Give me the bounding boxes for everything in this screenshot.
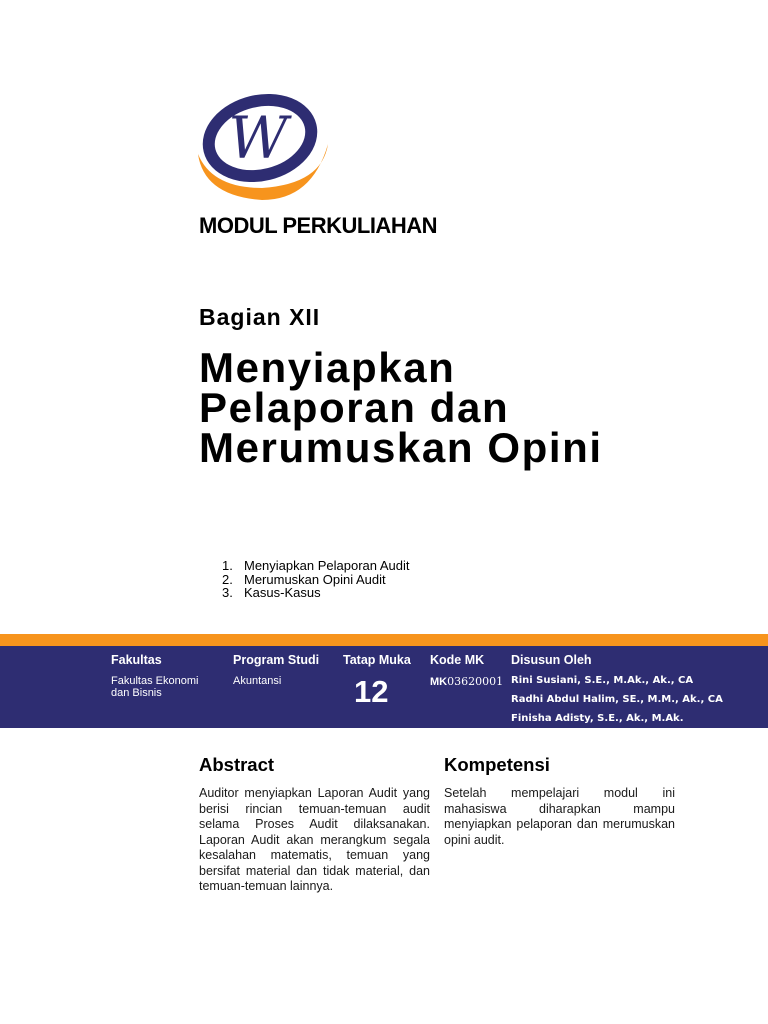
faculty-value-line: dan Bisnis xyxy=(111,687,162,699)
author-list xyxy=(511,675,723,732)
abstract-title: Abstract xyxy=(199,754,275,775)
w-logo-icon xyxy=(196,92,330,208)
title-line: Pelaporan dan xyxy=(199,384,510,431)
list-item xyxy=(222,586,410,600)
abstract-body: Auditor menyiapkan Laporan Audit yang berisi rincian temuan-temuan audit selama Proses Audit dilaksanakan. Laporan Audit akan merangkum segala kesalahan matematis, temuan yang bersifat material dan tidak material, dan temuan-temuan lainnya. xyxy=(199,786,430,893)
list-text: Kasus-Kasus xyxy=(244,585,321,600)
author-name: Radhi Abdul Halim, SE., M.M., Ak., CA xyxy=(511,694,723,705)
logo-letter: W xyxy=(228,104,288,172)
faculty-value-line: Fakultas Ekonomi xyxy=(111,675,199,687)
meeting-header: Tatap Muka xyxy=(343,653,411,667)
program-header: Program Studi xyxy=(233,653,320,667)
list-number: 2. xyxy=(222,571,233,587)
author-name: Rini Susiani, S.E., M.Ak., Ak., CA xyxy=(511,675,694,686)
list-number: 3. xyxy=(222,585,233,600)
list-text: Menyiapkan Pelaporan Audit xyxy=(244,558,410,573)
author-name: Finisha Adisty, S.E., Ak., M.Ak. xyxy=(511,713,684,724)
competence-title: Kompetensi xyxy=(444,754,550,775)
university-logo xyxy=(196,92,330,208)
topic-list xyxy=(222,559,410,600)
course-code xyxy=(430,675,503,688)
list-item xyxy=(222,573,410,587)
page-title xyxy=(199,344,739,471)
code-header: Kode MK xyxy=(430,653,485,667)
list-text: Merumuskan Opini Audit xyxy=(244,571,386,587)
list-item xyxy=(222,559,410,573)
list-number: 1. xyxy=(222,558,233,573)
meeting-number: 12 xyxy=(354,674,389,709)
faculty-value xyxy=(111,675,198,699)
authors-header: Disusun Oleh xyxy=(511,653,592,667)
competence-body: Setelah mempelajari modul ini mahasiswa diharapkan mampu menyiapkan pelaporan dan merumuskan opini audit. xyxy=(444,786,675,847)
section-label: Bagian XII xyxy=(199,304,321,330)
course-info-band xyxy=(0,646,768,728)
course-code-prefix: MK xyxy=(430,676,448,688)
title-line: Menyiapkan xyxy=(199,344,456,391)
program-value: Akuntansi xyxy=(233,675,282,687)
module-label: MODUL PERKULIAHAN xyxy=(199,213,437,238)
faculty-header: Fakultas xyxy=(111,653,162,667)
accent-divider xyxy=(0,634,768,646)
course-code-number: 03620001 xyxy=(447,675,504,688)
title-line: Merumuskan Opini xyxy=(199,424,603,471)
